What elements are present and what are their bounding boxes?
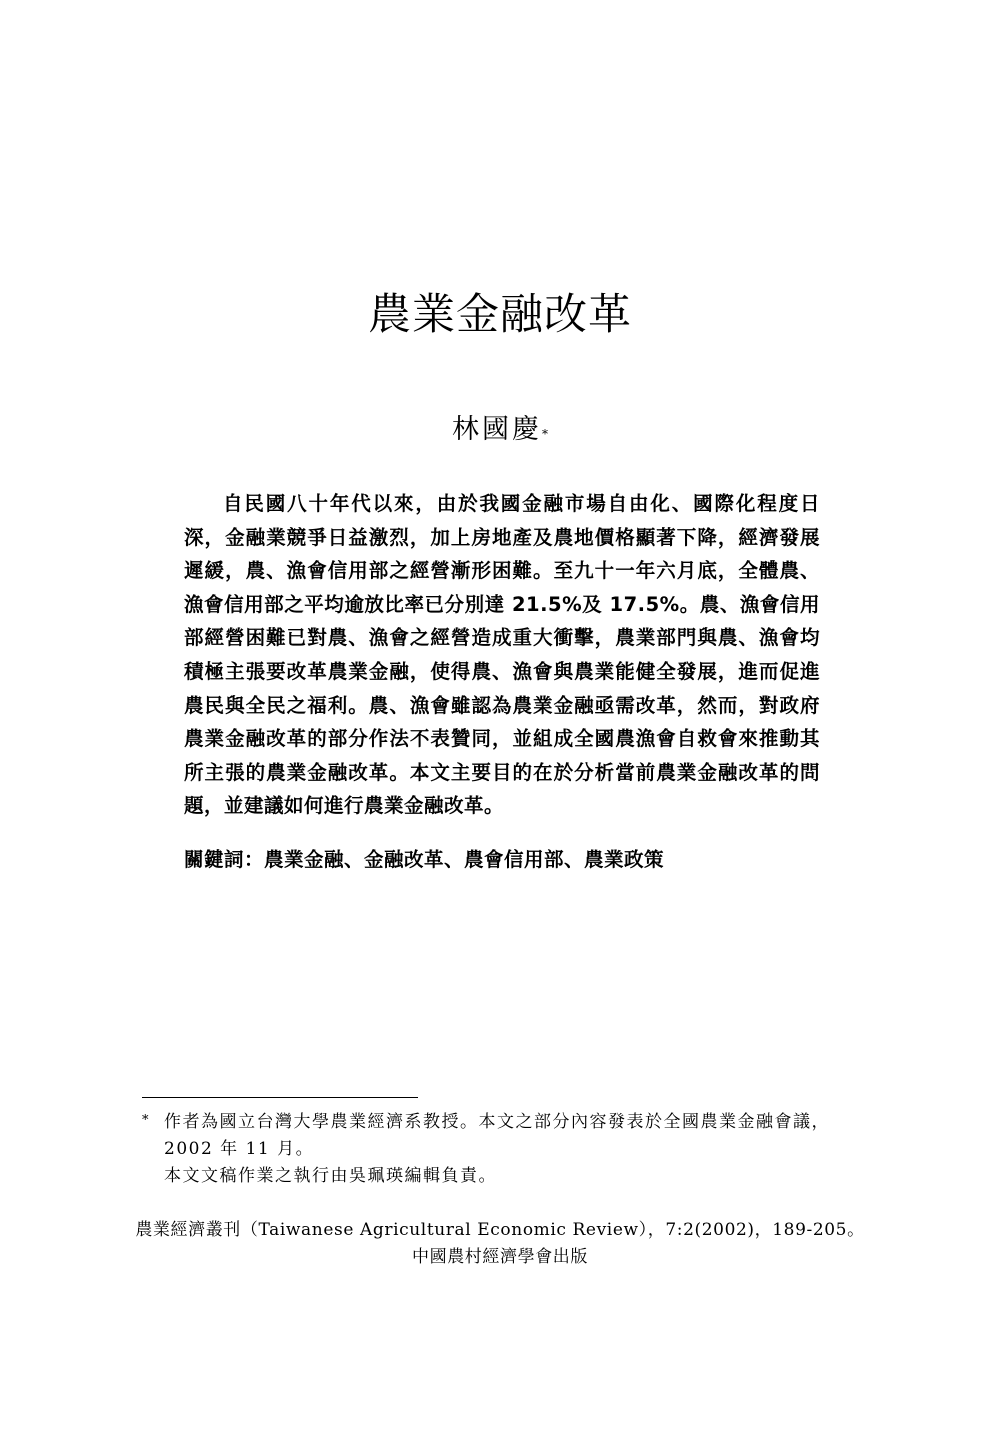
footnote-line-editor: 本文文稿作業之執行由吳珮瑛編輯負責。 bbox=[164, 1166, 497, 1186]
keywords-line bbox=[184, 843, 820, 877]
footnote-line-affiliation: 作者為國立台灣大學農業經濟系教授。本文之部分內容發表於全國農業金融會議，2002 年 11 月。 bbox=[164, 1112, 830, 1159]
footnote-divider bbox=[142, 1097, 418, 1098]
author-footnote-marker: * bbox=[542, 427, 548, 441]
footnote bbox=[142, 1109, 862, 1190]
author-line bbox=[0, 412, 1000, 448]
keywords-text: 農業金融、金融改革、農會信用部、農業政策 bbox=[264, 848, 665, 871]
abstract-paragraph: 自民國八十年代以來，由於我國金融市場自由化、國際化程度日深，金融業競爭日益激烈，加上房地產及農地價格顯著下降，經濟發展遲緩，農、漁會信用部之經營漸形困難。至九十一年六月底，全體農、漁會信用部之平均逾放比率已分別達 21.5%及 17.5%。農、漁會信用部經營困難已對農、漁會之經營造成重大衝擊，農業部門與農、漁會均積極主張要改革農業金融，使得農、漁會與農業能健全發展，進而促進農民與全民之福利。農、漁會雖認為農業金融亟需改革，然而，對政府農業金融改革的部分作法不表贊同，並組成全國農漁會自救會來推動其所主張的農業金融改革。本文主要目的在於分析當前農業金融改革的問題，並建議如何進行農業金融改革。 bbox=[184, 492, 820, 818]
citation-publisher: 中國農村經濟學會出版 bbox=[412, 1247, 588, 1267]
citation-journal: 農業經濟叢刊（Taiwanese Agricultural Economic Review），7:2(2002)，189-205。 bbox=[135, 1220, 865, 1240]
paper-title: 農業金融改革 bbox=[368, 290, 632, 340]
keywords-label: 關鍵詞： bbox=[184, 848, 265, 871]
footnote-marker: * bbox=[142, 1113, 150, 1128]
author-name: 林國慶 bbox=[452, 414, 542, 445]
journal-citation bbox=[0, 1217, 1000, 1271]
